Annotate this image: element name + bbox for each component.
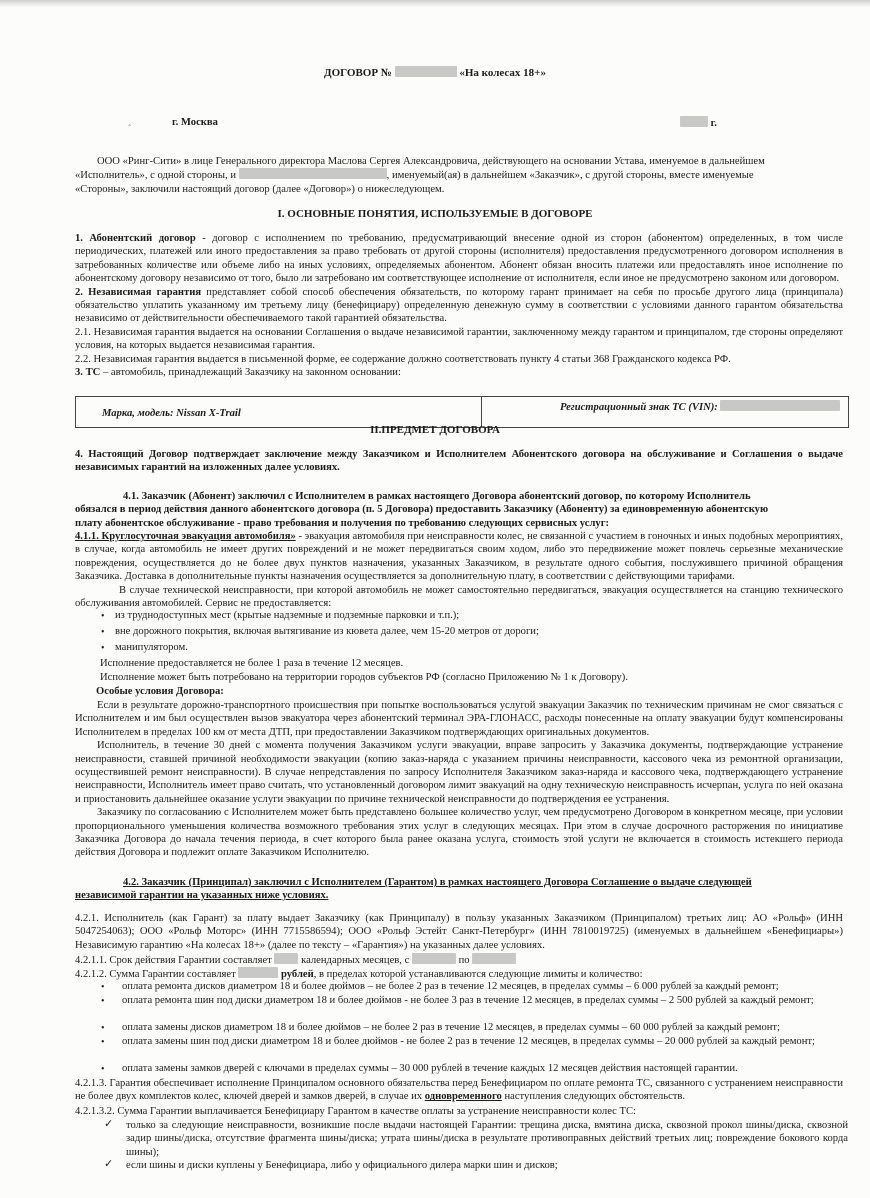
bullet-item: из труднодоступных мест (крытые надземные и подземные парковки и т.п.); xyxy=(115,610,460,621)
title-suffix: «На колесах 18+» xyxy=(459,67,546,79)
vehicle-registration: Регистрационный знак ТС (VIN): xyxy=(482,397,848,427)
redacted-customer xyxy=(239,168,387,179)
check-item: только за следующие неисправности, возникшие после выдачи настоящей Гарантии: трещина диска, вмятина диска, сквозной прокол шины/диска, сквозной задир шины/диска, отсутствие фрагмента шины/диска; утрата шины/диска в результате противоправных действий третьих лиц; повреждение бокового корда шины); xyxy=(126,1120,848,1158)
checkmark-icon: ✓ xyxy=(104,1118,114,1130)
scan-edge xyxy=(0,0,870,7)
bullet-dot: • xyxy=(101,1064,105,1075)
special-conditions-heading: Особые условия Договора: xyxy=(96,686,224,697)
bullet-dot: • xyxy=(101,1037,105,1048)
redacted-term xyxy=(274,953,298,964)
contract-date: г. xyxy=(680,116,717,130)
limit-item: оплата замены шин под диски диаметром 18 и более дюймов - не более 2 раз в течение 12 месяцев, в пределах суммы – 20 000 рублей за каждый ремонт; xyxy=(122,1036,815,1047)
section-1-heading: I. ОСНОВНЫЕ ПОНЯТИЯ, ИСПОЛЬЗУЕМЫЕ В ДОГОВОРЕ xyxy=(277,208,593,220)
clause-4-2-1-2: 4.2.1.2. Сумма Гарантии составляет рублей, в пределах которой устанавливаются следующие лимиты и количество: xyxy=(75,969,643,980)
clause-4-2-1-1: 4.2.1.1. Срок действия Гарантии составляет календарных месяцев, с по xyxy=(75,953,843,967)
bullet-dot: • xyxy=(101,996,105,1007)
bullet-dot: • xyxy=(101,643,105,654)
clause-4-2-1-3: 4.2.1.3. Гарантия обеспечивает исполнение Принципалом основного обязательства перед Бенефициаром по оплате ремонта ТС, связанного с устранением неисправности не более двух комплектов колес, ключей дверей и замков дверей, в случае их одновременного наступления следующих обстоятельств. xyxy=(75,1078,843,1103)
clause-4-1-1: 4.1.1. Круглосуточная эвакуация автомобиля» - эвакуация автомобиля при неисправности колес, не связанной с участием в гоночных и иных подобных мероприятиях, в случае, когда автомобиль не имеет других повреждений и не может передвигаться своим ходом, либо это передвижение может повлечь серьезные механические повреждения, осуществляется до не более двух пунктов назначения, указанных Заказчиком, в результате одного события, послужившего причиной обращения Заказчика. Доставка в дополнительные пункты назначения осуществляется за дополнительную плату, в соответствии с действующими тарифами. В случае технической неисправности, при которой автомобиль не может самостоятельно передвигаться, эвакуация осуществляется на станцию технического обслуживания автомобилей. Сервис не предоставляется: xyxy=(75,531,843,610)
redacted-vin xyxy=(720,400,840,411)
redacted-start-date xyxy=(412,953,456,964)
preamble: ООО «Ринг-Сити» в лице Генерального директора Маслова Сергея Александровича, действующего на основании Устава, именуемое в дальнейшем «Исполнитель», с одной стороны, и , именуемый(ая) в дальнейшем «Заказчик», с другой стороны, вместе именуемые «Стороны», заключили настоящий договор (далее «Договор») о нижеследующем. xyxy=(75,156,765,195)
limit-note-1: Исполнение предоставляется не более 1 раза в течение 12 месяцев. xyxy=(100,658,404,669)
redacted-end-date xyxy=(472,953,516,964)
vehicle-model: Марка, модель: Nissan X-Trail xyxy=(76,397,482,427)
contract-title xyxy=(0,66,870,80)
bullet-item: вне дорожного покрытия, включая вытягивание из кювета далее, чем 15-20 метров от дороги; xyxy=(115,626,539,637)
clause-4-2-1: 4.2.1. Исполнитель (как Гарант) за плату выдает Заказчику (как Принципалу) в пользу указанных Заказчиком (Принципалом) третьих лиц: АО «Рольф» (ИНН 5047254063); ООО «Рольф Моторс» (ИНН 7715586594); ООО «Рольф Эстейт Санкт-Петербург» (ИНН 7810019725) (именуемых в дальнейшем «Бенефициары») Независимую гарантию «На колесах 18+» (далее по тексту – «Гарантия») на указанных далее условиях. xyxy=(75,913,843,951)
special-conditions-body: Если в результате дорожно-транспортного происшествия при попытке воспользоваться услугой эвакуации Заказчик по техническим причинам не смог связаться с Исполнителем и им был осуществлен вызов эвакуатора через абонентский терминал ЭРА-ГЛОНАСС, расходы понесенные на оплату эвакуации будут компенсированы Исполнителем в пределах 100 км от места ДТП, при предоставлении Заказчиком подтверждающих оригинальных документов. Исполнитель, в течение 30 дней с момента получения Заказчиком услуги эвакуации, вправе запросить у Заказчика документы, подтверждающие устранение неисправности, ставшей причиной необходимости эвакуации (копию заказ-наряда с указанием причины неисправности, кассового чека из ремонтной организации, осуществившей ремонт неисправности). В случае непредставления по запросу Исполнителя Заказчиком заказ-наряда и кассового чека, подтверждающего устранение неисправности, Исполнитель имеет право считать, что установленный договором лимит эвакуаций на одну техническую неисправность исчерпан, услуга по ней оказана и приостановить дальнейшее оказание услуги эвакуации по причине технической неисправности до подтверждения ее устранения. Заказчику по согласованию с Исполнителем может быть представлено большее количество услуг, чем предусмотрено Договором в конкретном месяце, при условии пропорционального уменьшения количества возможного требования этих услуг в следующих месяцах. При этом в случае досрочного расторжения по инициативе Заказчика Договора до начала течения периода, в счет которого была ранее оказана услуга, стоимость этой услуги не включается в стоимость истекшего периода действия Договора и подлежит оплате Заказчиком Исполнителю. xyxy=(75,700,843,859)
checkmark-icon: ✓ xyxy=(104,1158,114,1170)
section-2-heading: II.ПРЕДМЕТ ДОГОВОРА xyxy=(370,424,500,436)
clause-4: 4. Настоящий Договор подтверждает заключение между Заказчиком и Исполнителем Абонентского договора на обслуживание и Соглашения о выдаче независимых гарантий на изложенных далее условиях. xyxy=(75,449,843,474)
limit-item: оплата замены замков дверей с ключами в пределах суммы – 30 000 рублей в течение каждых 12 месяцев действия настоящей гарантии. xyxy=(122,1063,738,1074)
limit-item: оплата замены дисков диаметром 18 и более дюймов – не более 2 раз в течение 12 месяцев, в пределах суммы – 60 000 рублей за каждый ремонт; xyxy=(122,1022,780,1033)
check-item: если шины и диски куплены у Бенефициара, либо у официального дилера марки шин и дисков; xyxy=(126,1160,558,1171)
bullet-dot: • xyxy=(101,1023,105,1034)
title-prefix: ДОГОВОР № xyxy=(324,67,392,79)
bullet-dot: • xyxy=(101,627,105,638)
redacted-amount xyxy=(238,967,278,978)
limit-item: оплата ремонта дисков диаметром 18 и более дюймов – не более 2 раз в течение 12 месяцев, в пределах суммы – 6 000 рублей за каждый ремонт; xyxy=(122,981,779,992)
limit-note-2: Исполнение может быть потребовано на территории городов субъектов РФ (согласно Приложению № 1 к Договору). xyxy=(100,672,628,683)
clause-4-2-1-3-2: 4.2.1.3.2. Сумма Гарантии выплачивается Бенефициару Гарантом в качестве оплаты за устранение неисправности колес ТС: xyxy=(75,1106,636,1117)
bullet-dot: • xyxy=(101,611,105,622)
scan-mark: ˆ xyxy=(128,123,131,133)
redacted-number xyxy=(395,66,457,77)
clause-4-2: 4.2. Заказчик (Принципал) заключил с Исполнителем (Гарантом) в рамках настоящего Договора Соглашение о выдаче следующей независимой гарантии на указанных ниже условиях. xyxy=(75,877,752,902)
redacted-date xyxy=(680,116,708,127)
limit-item: оплата ремонта шин под диски диаметром 18 и более дюймов - не более 3 раз в течение 12 месяцев, в пределах суммы – 2 500 рублей за каждый ремонт; xyxy=(122,995,814,1006)
city: г. Москва xyxy=(172,117,218,128)
bullet-item: манипулятором. xyxy=(115,642,188,653)
clause-4-1: 4.1. Заказчик (Абонент) заключил с Исполнителем в рамках настоящего Договора абонентский договор, по которому Исполнитель обязался в период действия данного абонентского договора (п. 5 Договора) предоставить Заказчику (Абоненту) за единовременную абонентскую плату абонентское обслуживание - право требования и получения по требованию следующих сервисных услуг: xyxy=(75,491,769,529)
bullet-dot: • xyxy=(101,982,105,993)
section-1-body: 1. Абонентский договор - договор с исполнением по требованию, предусматривающий внесение одной из сторон (абонентом) определенных, в том числе периодических, платежей или иного предоставления за право требовать от другой стороны (исполнителя) предоставления предусмотренного договором исполнения в затребованных количестве или объеме либо на иных условиях, определяемых абонентом. Абонент обязан вносить платежи или предоставлять иное исполнение по абонентскому договору независимо от того, было ли затребовано им соответствующее исполнение от исполнителя, если иное не предусмотрено законом или договором. 2. Независимая гарантия представляет собой способ обеспечения обязательств, по которому гарант принимает на себя по просьбе другого лица (принципала) обязательство уплатить указанному им третьему лицу (бенефициару) определенную денежную сумму в соответствии с условиями данного гарантом обязательства независимо от действительности обеспечиваемого такой гарантией обязательства. 2.1. Независимая гарантия выдается на основании Соглашения о выдаче независимой гарантии, заключенному между гарантом и принципалом, где стороны определяют условия, на которых выдается независимая гарантия. 2.2. Независимая гарантия выдается в письменной форме, ее содержание должно соответствовать пункту 4 статьи 368 Гражданского кодекса РФ. 3. ТС – автомобиль, принадлежащий Заказчику на законном основании: xyxy=(75,233,844,379)
